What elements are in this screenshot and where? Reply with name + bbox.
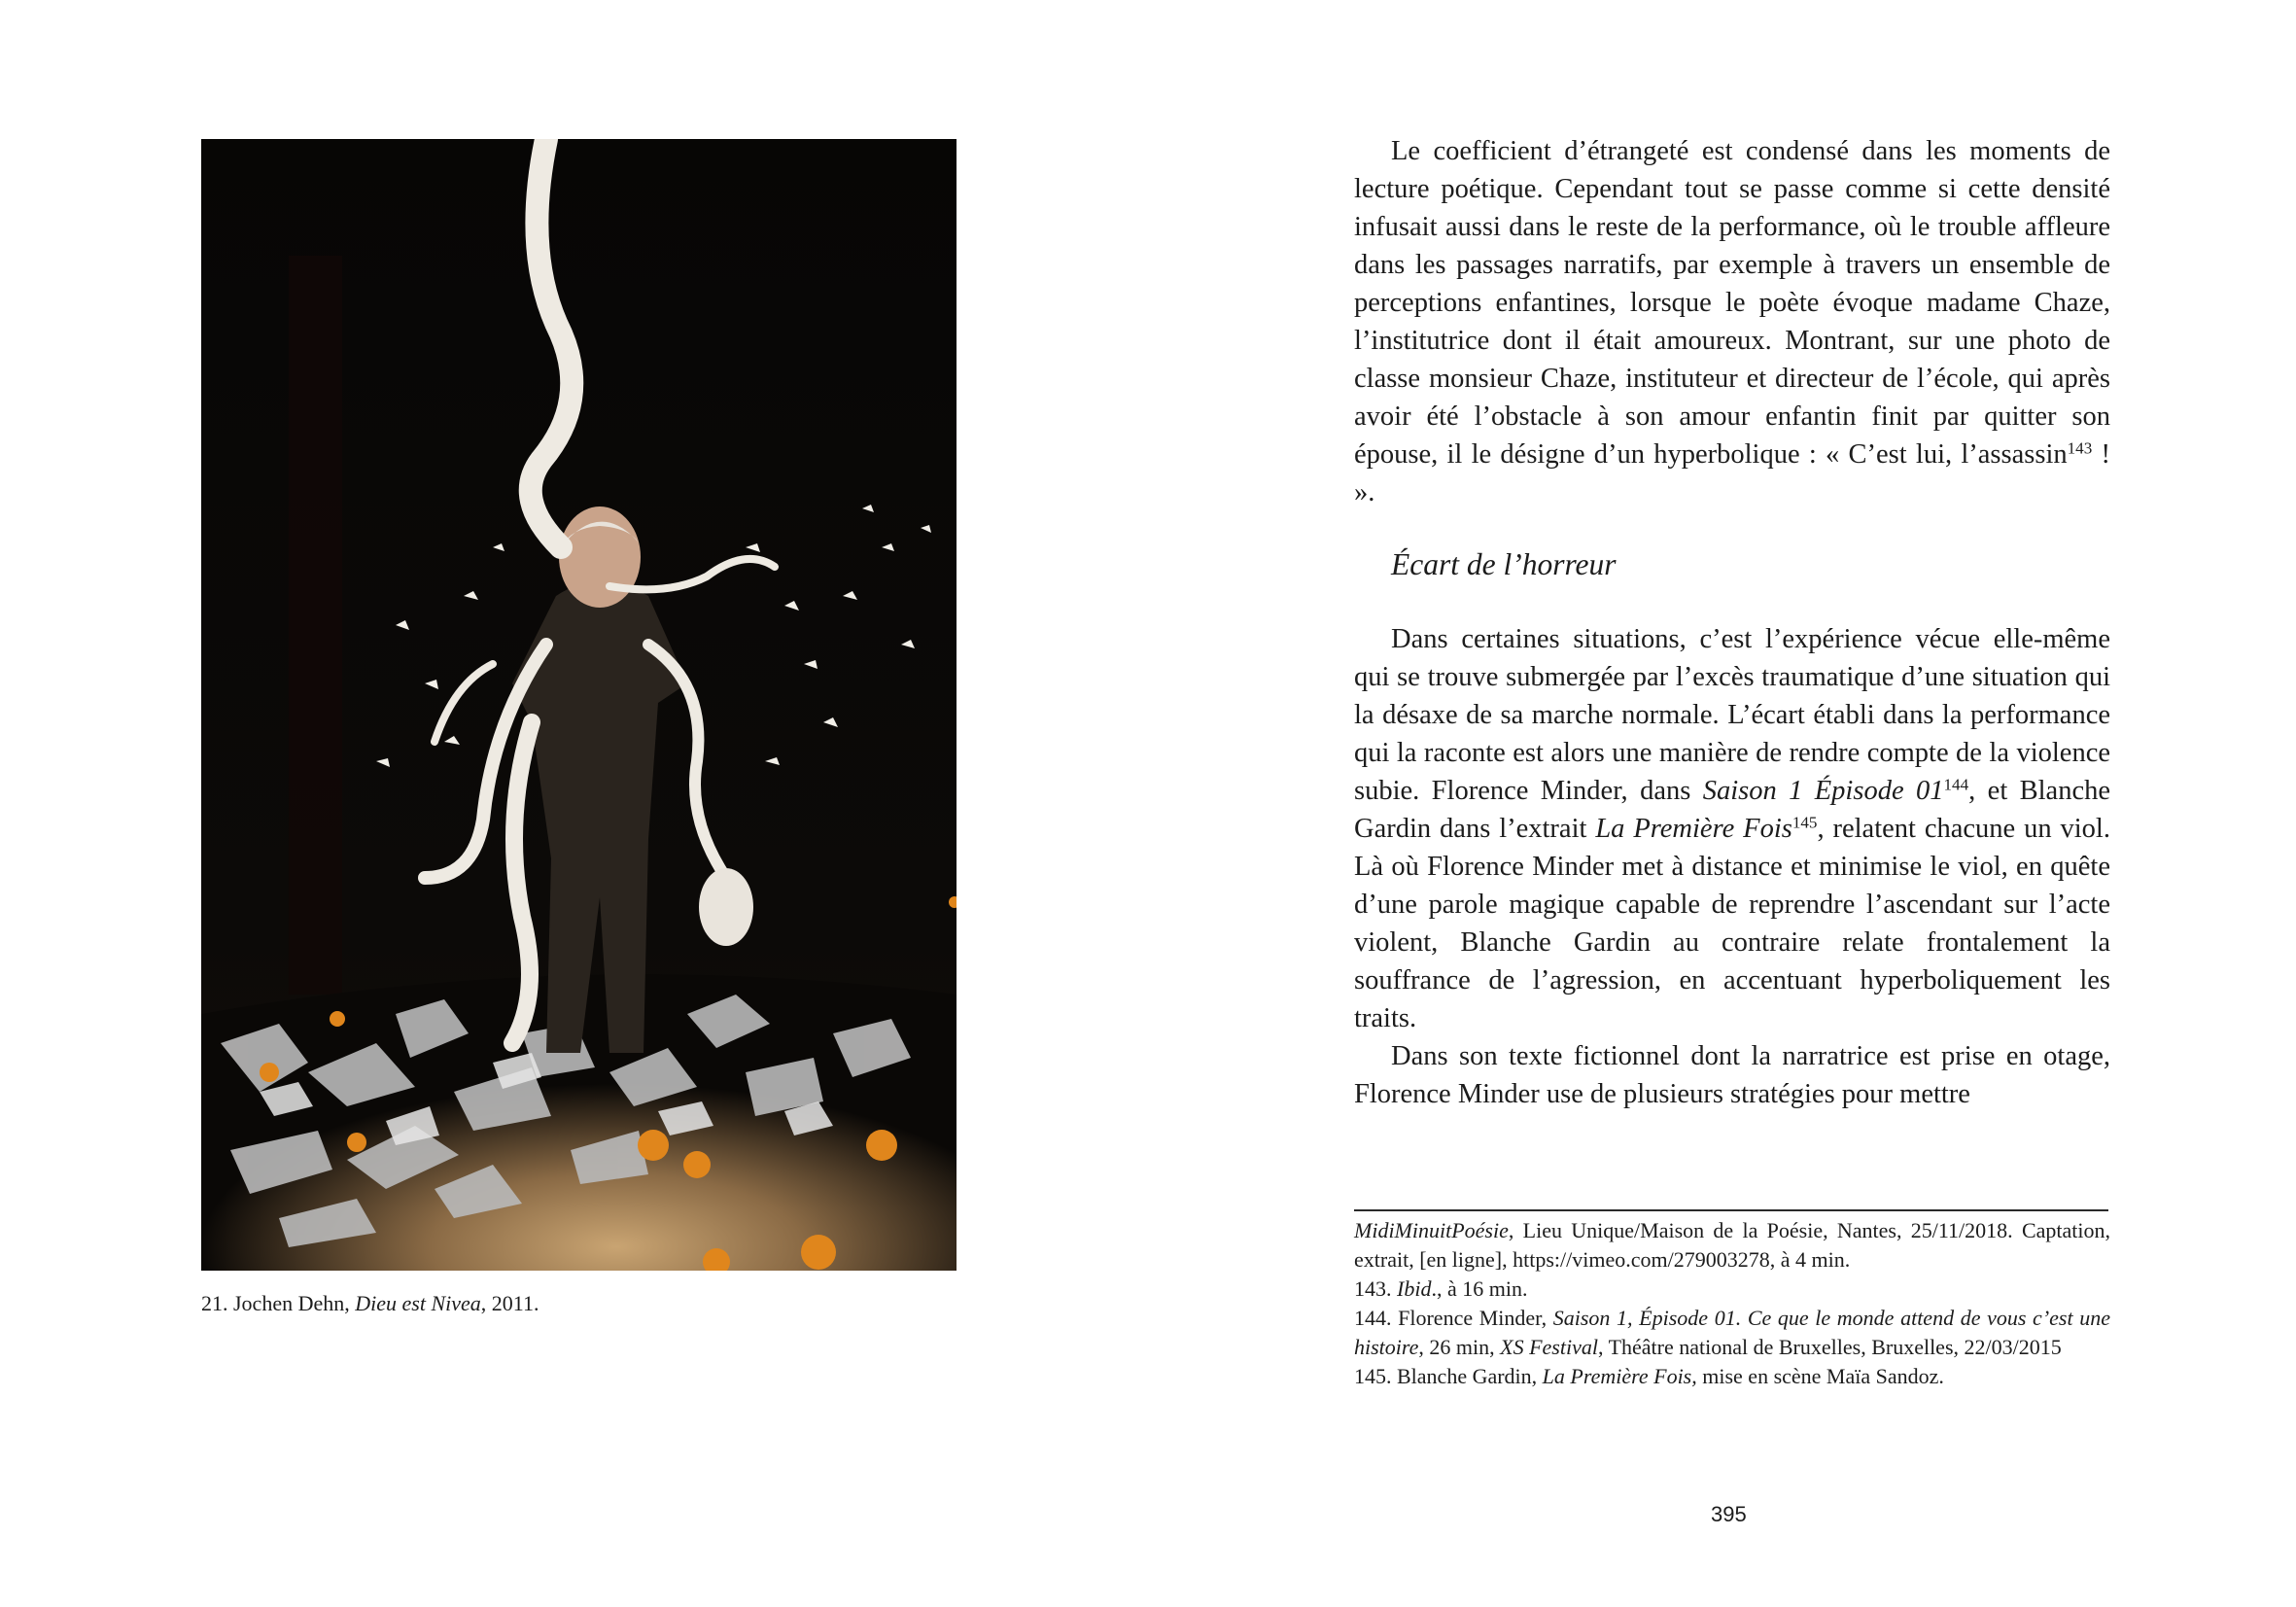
caption-title: Dieu est Nivea — [355, 1291, 481, 1315]
footnote-ref-145[interactable]: 145 — [1792, 813, 1818, 832]
footnote-145-title: La Première Fois, — [1542, 1364, 1697, 1388]
title-saison-1: Saison 1 Épisode 01 — [1702, 776, 1944, 806]
paragraph-3: Dans son texte fictionnel dont la narratrice est prise en otage, Florence Minder use de plusieurs stratégies pour mettre — [1354, 1041, 2110, 1109]
footnotes — [1354, 1216, 2110, 1391]
paragraph-1 — [1354, 132, 2110, 511]
paragraph-2 — [1354, 620, 2110, 1037]
footnote-separator — [1354, 1209, 2108, 1211]
paragraph-2-c: , relatent chacune un viol. Là où Florence Minder met à distance et minimise le viol, en quête d’une parole magique capable de reprendre l’ascendant sur l’acte violent, Blanche Gardin au contraire relate frontalement la souffrance de l’agression, en accentuant hyperboliquement les traits. — [1354, 814, 2110, 1033]
footnote-145-num: 145. Blanche Gardin, — [1354, 1364, 1543, 1388]
footnote-144-title: Saison 1, Épisode 01. Ce que le monde attend de vous c’est une histoire — [1354, 1306, 2110, 1359]
body-text — [1354, 132, 2110, 1113]
title-la-premiere-fois: La Première Fois — [1595, 814, 1792, 844]
footnote-ref-143[interactable]: 143 — [2067, 438, 2093, 458]
footnote-144-text: , Théâtre national de Bruxelles, Bruxelles, 22/03/2015 — [1597, 1335, 2062, 1359]
paragraph-1-text: Le coefficient d’étrangeté est condensé dans les moments de lecture poétique. Cependant tout se passe comme si cette densité infusait aussi dans le reste de la performance, où le trouble affleure dans les passages narratifs, par exemple à travers un ensemble de perceptions enfantines, lorsque le poète évoque madame Chaze, l’institutrice dont il était amoureux. Montrant, sur une photo de classe monsieur Chaze, instituteur et directeur de l’école, qui après avoir été l’obstacle à son amour enfantin finit par quitter son épouse, il le désigne d’un hyperbolique : « C’est lui, l’assassin — [1354, 136, 2110, 470]
caption-suffix: , 2011. — [480, 1291, 539, 1315]
caption-prefix: 21. Jochen Dehn, — [201, 1291, 356, 1315]
figure-caption — [201, 1289, 959, 1318]
photo-illustration — [201, 139, 957, 1271]
page-number: 395 — [1711, 1502, 1747, 1526]
footnote-143 — [1354, 1275, 2110, 1304]
paragraph-2-a: Dans certaines situations, c’est l’expérience vécue elle-même qui se trouve submergée par l’excès traumatique d’une situation qui la désaxe de sa marche normale. L’écart établi dans la performance qui la raconte est alors une manière de rendre compte de la violence subie. Florence Minder, dans — [1354, 624, 2110, 806]
paragraph-1-end: ! ». — [1354, 439, 2111, 507]
footnote-143-text: ., à 16 min. — [1431, 1276, 1528, 1301]
footnote-ref-144[interactable]: 144 — [1943, 775, 1969, 794]
footnote-143-title: Ibid — [1397, 1276, 1432, 1301]
paragraph-2-b: , et Blanche Gardin dans l’extrait — [1354, 776, 2111, 844]
footnote-145-text: mise en scène Maïa Sandoz. — [1696, 1364, 1944, 1388]
footnote-144 — [1354, 1304, 2110, 1362]
footnote-143-num: 143. — [1354, 1276, 1397, 1301]
footnote-continued-text: , Lieu Unique/Maison de la Poésie, Nantes, 25/11/2018. Captation, extrait, [en ligne], https://vimeo.com/279003278, à 4 min. — [1354, 1218, 2110, 1272]
footnote-continued-title: MidiMinuitPoésie — [1354, 1218, 1509, 1242]
performance-photo — [201, 139, 957, 1271]
footnote-144-mid: , 26 min, — [1418, 1335, 1501, 1359]
section-heading: Écart de l’horreur — [1391, 547, 1617, 581]
footnote-continued — [1354, 1216, 2110, 1275]
footnote-144-festival: XS Festival — [1500, 1335, 1598, 1359]
footnote-144-num: 144. Florence Minder, — [1354, 1306, 1553, 1330]
footnote-145 — [1354, 1362, 2110, 1391]
